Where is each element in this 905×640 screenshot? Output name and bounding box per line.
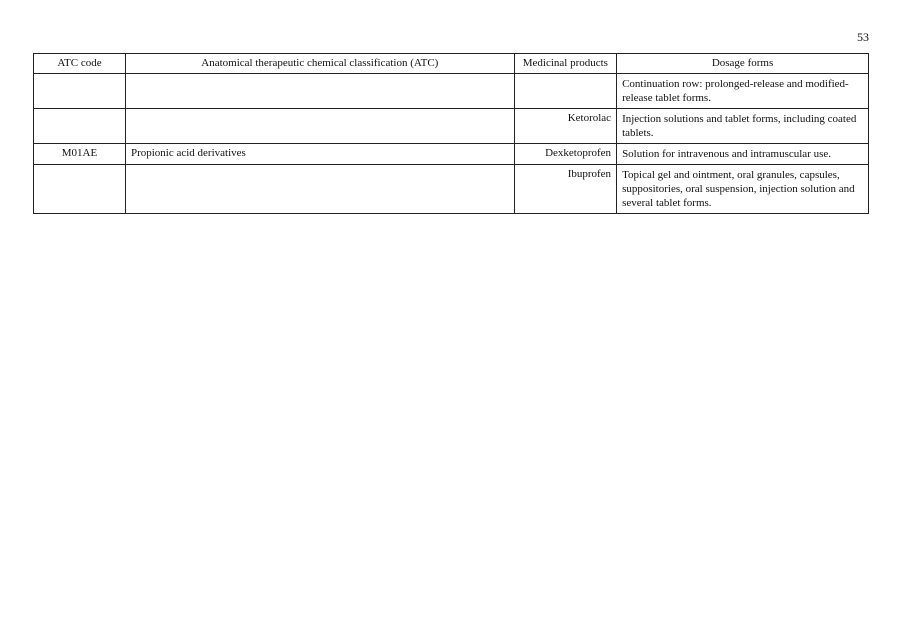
cell-drug: Dexketoprofen [514, 144, 616, 165]
table-row [34, 144, 869, 165]
cell-classification [125, 165, 514, 214]
header-classification: Anatomical therapeutic chemical classification (ATC) [125, 54, 514, 74]
cell-classification: Propionic acid derivatives [125, 144, 514, 165]
header-dosage-forms: Dosage forms [617, 54, 869, 74]
cell-forms: Topical gel and ointment, oral granules, capsules, suppositories, oral suspension, injection solution and several tablet forms. [617, 165, 869, 214]
cell-classification [125, 109, 514, 144]
cell-forms: Injection solutions and tablet forms, including coated tablets. [617, 109, 869, 144]
table-row [34, 109, 869, 144]
cell-drug: Ketorolac [514, 109, 616, 144]
header-drugs: Medicinal products [514, 54, 616, 74]
header-atc-code: ATC code [34, 54, 126, 74]
cell-code [34, 74, 126, 109]
cell-drug: Ibuprofen [514, 165, 616, 214]
table-row [34, 74, 869, 109]
atc-table [33, 53, 869, 214]
cell-code: M01AE [34, 144, 126, 165]
table-header-row [34, 54, 869, 74]
cell-forms: Continuation row: prolonged-release and modified-release tablet forms. [617, 74, 869, 109]
table-row [34, 165, 869, 214]
page-number: 53 [857, 30, 869, 44]
cell-drug [514, 74, 616, 109]
cell-code [34, 165, 126, 214]
cell-classification [125, 74, 514, 109]
cell-forms: Solution for intravenous and intramuscular use. [617, 144, 869, 165]
cell-code [34, 109, 126, 144]
